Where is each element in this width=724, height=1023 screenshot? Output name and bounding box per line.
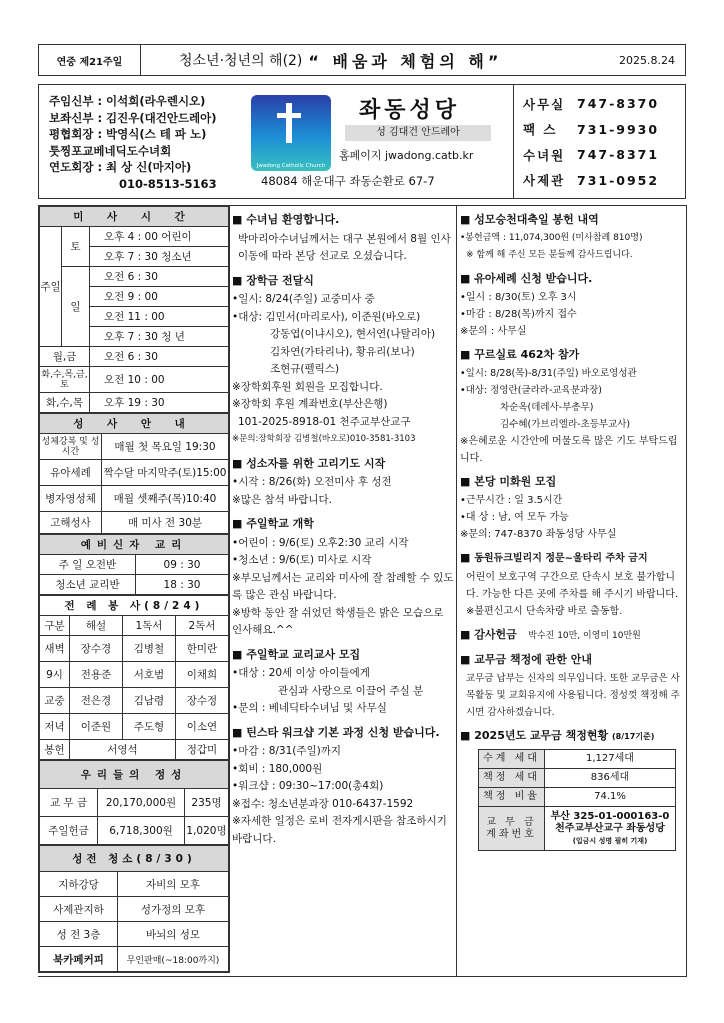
notice-text: •회비 : 180,000원 xyxy=(232,762,323,775)
service-cell: 장수경 xyxy=(70,636,123,662)
saturday-label: 토 xyxy=(62,227,90,267)
notice-title: ■ 주일학교 개학 xyxy=(232,515,456,533)
notice-text: 강동엽(이냐시오), 현서연(나탈리아) xyxy=(270,328,436,340)
notice-text: •근무시간 : 일 3.5시간 xyxy=(460,495,563,506)
sunday-day-label: 일 xyxy=(62,267,90,347)
weekday-label: 월,금 xyxy=(40,347,90,367)
notice-text: ※은혜로운 시간안에 머물도록 많은 기도 부탁드립니다. xyxy=(460,436,678,464)
stat-value: 836세대 xyxy=(545,769,676,788)
weekday-label: 화,수,목 xyxy=(40,393,90,413)
notice-text: ※방학 동안 잘 쉬었던 학생들은 밝은 모습으로 인사해요.^^ xyxy=(232,606,444,636)
sacrament-label: 성체강복 및 성시간 xyxy=(40,434,102,460)
staff-line: 툿찡포교베네딕도수녀회 xyxy=(49,143,172,158)
mass-time: 오전 6 : 30 xyxy=(90,347,229,367)
column-divider xyxy=(456,205,457,977)
notice-text: ※문의 : 사무실 xyxy=(460,326,527,337)
notice-text: ※문의: 747-8370 좌동성당 사무실 xyxy=(460,529,617,540)
cleaning-place: 지하강당 xyxy=(40,872,118,897)
stat-value: 1,127세대 xyxy=(545,750,676,769)
staff-list xyxy=(49,93,217,192)
service-cell: 김남령 xyxy=(122,688,175,714)
slogan: “ 배움과 체험의 해” xyxy=(308,51,503,71)
service-table xyxy=(39,595,229,760)
staff-line: 010-8513-5163 xyxy=(119,176,217,191)
notice-text: 김수혜(가브리엘라-초등부교사) xyxy=(500,419,631,430)
notice-text: ※불편신고시 단속차량 바로 출동함. xyxy=(466,606,623,617)
notice-text: •일시: 8/28(목)-8/31(주일) 바오로영성관 xyxy=(460,368,637,379)
notice-title: ■ 꾸르실료 462차 참가 xyxy=(460,346,686,363)
notice-title: ■ 장학금 전달식 xyxy=(232,272,456,290)
notice-text: •문의 : 베네딕타수녀님 및 사무실 xyxy=(232,702,387,714)
notice-title: ■ 본당 미화원 모집 xyxy=(460,473,686,490)
thanks-title: 감사헌금 xyxy=(474,628,517,641)
mass-time: 오후 7 : 30 청소년 xyxy=(90,247,229,267)
thanks-note: 박수진 10만, 이영미 10만원 xyxy=(528,631,641,641)
sacrament-value: 짝수달 마지막주(토)15:00 xyxy=(102,460,229,486)
contact-row xyxy=(523,91,683,117)
liturgical-week: 연중 제21주일 xyxy=(39,45,141,75)
cleaning-group: 무인판매(~18:00까지) xyxy=(118,947,229,972)
service-cell: 서영석 xyxy=(70,740,176,760)
service-cell: 이소연 xyxy=(175,714,228,740)
right-column xyxy=(460,205,686,851)
account-note: (입금시 성명 필히 기재) xyxy=(572,836,648,845)
sacrament-label: 병자영성체 xyxy=(40,486,102,512)
service-cell: 이채희 xyxy=(175,662,228,688)
notice-text: •일시 : 8/30(토) 오후 3시 xyxy=(460,292,577,303)
year-theme xyxy=(141,49,597,72)
stat-label: 수계 세대 xyxy=(479,750,545,769)
account-holder: 천주교부산교구 좌동성당 xyxy=(555,822,665,834)
mass-time: 오후 19 : 30 xyxy=(90,393,229,413)
stat-label: 책정 세대 xyxy=(479,769,545,788)
staff-line: 평협회장 : 박영식(스 테 파 노) xyxy=(49,127,207,141)
contact-number: 747-8370 xyxy=(577,96,660,112)
notice-text: ※접수: 청소년분과장 010-6437-1592 xyxy=(232,797,414,810)
sacrament-value: 매 미사 전 30분 xyxy=(102,512,229,534)
stat-value: 74.1% xyxy=(545,788,676,807)
notice-text: •봉헌금액 : 11,074,300원 (미사참례 810명) xyxy=(460,233,643,243)
service-head: 해설 xyxy=(70,616,123,636)
contact-number: 747-8371 xyxy=(577,147,660,163)
cross-bar xyxy=(277,113,301,118)
contact-label: 사제관 xyxy=(523,173,566,189)
service-cell: 김병철 xyxy=(122,636,175,662)
service-cell: 장수정 xyxy=(175,688,228,714)
service-head: 2독서 xyxy=(175,616,228,636)
right-border xyxy=(686,205,687,977)
mass-time: 오전 9 : 00 xyxy=(90,287,229,307)
sacrament-label: 고해성사 xyxy=(40,512,102,534)
notice-text: •대상: 김민서(마리로사), 이준원(바오로) xyxy=(232,310,421,323)
notice-text: •어린이 : 9/6(토) 오후2:30 교리 시작 xyxy=(232,536,409,549)
contact-row xyxy=(523,117,683,143)
patron-saint: 성 김대건 안드레아 xyxy=(345,125,491,141)
notice-title: ■ 동원듀크빌리지 정문~울타리 주차 금지 xyxy=(460,549,686,567)
service-cell: 교중 xyxy=(40,688,70,714)
header-bar xyxy=(38,44,686,76)
notice-title xyxy=(460,626,686,645)
notice-text: •마감 : 8/31(주일)까지 xyxy=(232,745,342,757)
staff-line: 주임신부 : 이석희(라우렌시오) xyxy=(49,94,206,108)
church-logo xyxy=(251,95,331,171)
tithe-stats-table xyxy=(478,749,676,851)
notice-text: ※문의:장학회장 김병철(바오로)010-3581-3103 xyxy=(232,434,416,444)
collection-title: 우리들의 정성 xyxy=(40,761,229,789)
notice-text: •대상 : 20세 이상 아이들에게 xyxy=(232,667,370,679)
contact-row xyxy=(523,142,683,168)
notice-text: 교무금 납부는 신자의 의무입니다. 또한 교무금은 사목활동 및 교회유지에 사용됩니다. 정성껏 책정해 주시면 감사하겠습니다. xyxy=(466,673,680,718)
collection-count: 1,020명 xyxy=(185,817,229,845)
notice-title: ■ 성모승천대축일 봉헌 내역 xyxy=(460,211,686,228)
notice-text: •대 상 : 남, 여 모두 가능 xyxy=(460,512,569,523)
logo-caption: Jwadong Catholic Church xyxy=(256,163,326,169)
service-cell: 서호범 xyxy=(122,662,175,688)
service-cell: 9시 xyxy=(40,662,70,688)
service-title: 전 례 봉 사(8/24) xyxy=(40,596,229,616)
collection-amount: 20,170,000원 xyxy=(98,789,185,817)
stats-date: (8/17기준) xyxy=(612,732,655,741)
service-cell: 주도형 xyxy=(122,714,175,740)
mass-time: 오전 10 : 00 xyxy=(90,367,229,393)
cleaning-table xyxy=(39,845,229,972)
contact-row xyxy=(523,168,683,194)
account-number: 부산 325-01-000163-0 xyxy=(550,810,670,822)
bottom-border xyxy=(38,976,687,977)
cleaning-place: 성 전 3층 xyxy=(40,922,118,947)
account-info xyxy=(545,807,676,851)
service-cell: 정갑미 xyxy=(175,740,228,760)
notice-text: ※장학회후원 회원을 모집합니다. xyxy=(232,380,383,393)
collection-label: 주일헌금 xyxy=(40,817,98,845)
collection-table xyxy=(39,760,229,845)
contact-number: 731-9930 xyxy=(577,121,660,137)
catechumen-table xyxy=(39,534,229,595)
notice-title xyxy=(460,727,686,745)
sacrament-value: 매월 셋째주(목)10:40 xyxy=(102,486,229,512)
notice-text: 차순옥(데레사-부총무) xyxy=(500,402,594,413)
notice-text: •청소년 : 9/6(토) 미사로 시작 xyxy=(232,554,372,566)
notice-text: •시작 : 8/26(화) 오전미사 후 성전 xyxy=(232,476,392,488)
sunday-label: 주일 xyxy=(40,227,62,347)
contact-list xyxy=(523,91,683,193)
notice-title: ■ 교무금 책정에 관한 안내 xyxy=(460,651,686,668)
notice-text: ※장학회 후원 계좌번호(부산은행) xyxy=(232,398,388,410)
contact-label: 팩 스 xyxy=(523,122,558,138)
mass-time: 오후 7 : 30 청 년 xyxy=(90,327,229,347)
contact-label: 수녀원 xyxy=(523,147,566,163)
cleaning-title: 성전 청소(8/30) xyxy=(40,846,229,872)
notice-text: ※ 함께 해 주신 모든 분들께 감사드립니다. xyxy=(466,250,633,260)
notice-text: •워크샵 : 09:30~17:00(총4회) xyxy=(232,780,384,792)
service-cell: 전용준 xyxy=(70,662,123,688)
notice-title: ■ 주일학교 교리교사 모집 xyxy=(232,646,456,664)
notice-text: 박마리아수녀님께서는 대구 본원에서 8월 인사이동에 따라 본당 선교로 오셨습니다. xyxy=(238,232,451,262)
cross-icon xyxy=(286,103,292,143)
notice-title: ■ 유아세례 신청 받습니다. xyxy=(460,270,686,287)
left-column xyxy=(38,205,230,973)
mass-schedule-table xyxy=(39,206,229,413)
cleaning-place: 북카페커피 xyxy=(40,947,118,972)
cleaning-group: 자비의 모후 xyxy=(118,872,229,897)
notice-text: 관심과 사랑으로 이끌어 주실 분 xyxy=(278,684,424,697)
notice-text: ※부모님께서는 교리와 미사에 잘 참례할 수 있도록 많은 관심 바랍니다. xyxy=(232,571,454,601)
account-label: 교 무 금 계좌번호 xyxy=(479,807,545,851)
mass-title: 미 사 시 간 xyxy=(40,207,229,227)
notice-text: •일시: 8/24(주일) 교중미사 중 xyxy=(232,293,375,305)
class-label: 주 일 오전반 xyxy=(40,555,136,575)
sacrament-label: 유아세례 xyxy=(40,460,102,486)
church-name: 좌동성당 xyxy=(359,98,461,123)
collection-count: 235명 xyxy=(185,789,229,817)
cleaning-group: 바뇌의 성모 xyxy=(118,922,229,947)
middle-column xyxy=(232,205,456,848)
notice-text: ※많은 참석 바랍니다. xyxy=(232,493,332,506)
sacrament-table xyxy=(39,413,229,534)
service-cell: 새벽 xyxy=(40,636,70,662)
weekday-label: 화,수,목,금,토 xyxy=(40,367,90,393)
service-cell: 전은경 xyxy=(70,688,123,714)
service-head: 1독서 xyxy=(122,616,175,636)
church-address: 48084 해운대구 좌동순환로 67-7 xyxy=(261,174,435,188)
mass-time: 오전 11 : 00 xyxy=(90,307,229,327)
collection-amount: 6,718,300원 xyxy=(98,817,185,845)
notice-text: 김차연(가타리나), 황유리(보나) xyxy=(270,345,415,358)
divider xyxy=(513,85,514,198)
catechumen-title: 예비신자 교리 xyxy=(40,535,229,555)
notice-title: ■ 수녀님 환영합니다. xyxy=(232,211,456,229)
service-cell: 이준원 xyxy=(70,714,123,740)
notice-title: ■ 틴스타 워크샵 기본 과정 신청 받습니다. xyxy=(232,724,456,742)
staff-line: 연도회장 : 최 상 신(마지아) xyxy=(49,160,192,174)
notice-text: ※자세한 일정은 로비 전자게시판을 참조하시기 바랍니다. xyxy=(232,815,447,845)
class-label: 청소년 교리반 xyxy=(40,575,136,595)
stat-label: 책정 비율 xyxy=(479,788,545,807)
notice-title: ■ 성소자를 위한 고리기도 시작 xyxy=(232,455,456,473)
cleaning-group: 성가정의 모후 xyxy=(118,897,229,922)
homepage-link[interactable]: 홈페이지 jwadong.catb.kr xyxy=(339,149,474,162)
bulletin-date: 2025.8.24 xyxy=(619,53,675,67)
mass-time: 오후 4 : 00 어린이 xyxy=(90,227,229,247)
theme-text: 청소년·청년의 해(2) xyxy=(179,53,303,69)
notice-text: 101-2025-8918-01 천주교부산교구 xyxy=(238,415,411,428)
service-cell: 한미란 xyxy=(175,636,228,662)
service-cell: 저녁 xyxy=(40,714,70,740)
notice-text: •대상: 정영란(글라라-교육분과장) xyxy=(460,385,602,396)
service-cell: 봉헌 xyxy=(40,740,70,760)
sacrament-title: 성 사 안 내 xyxy=(40,414,229,434)
church-info-box xyxy=(38,84,686,199)
service-head: 구분 xyxy=(40,616,70,636)
contact-label: 사무실 xyxy=(523,96,566,112)
cleaning-place: 사제관지하 xyxy=(40,897,118,922)
notice-text: 어린이 보호구역 구간으로 단속시 보호 불가합니다. 가능한 다른 곳에 주차를 해 주시기 바랍니다. xyxy=(466,572,679,600)
stats-title: 2025년도 교무금 책정현황 xyxy=(474,729,609,742)
notice-text: 조현규(펠릭스) xyxy=(270,363,340,375)
staff-line: 보좌신부 : 김진우(대건안드레아) xyxy=(49,110,217,125)
mass-time: 오전 6 : 30 xyxy=(90,267,229,287)
sacrament-value: 매월 첫 목요일 19:30 xyxy=(102,434,229,460)
collection-label: 교 무 금 xyxy=(40,789,98,817)
contact-number: 731-0952 xyxy=(577,172,660,188)
notice-text: •마감 : 8/28(목)까지 접수 xyxy=(460,309,577,320)
class-time: 09 : 30 xyxy=(136,555,229,575)
class-time: 18 : 30 xyxy=(136,575,229,595)
